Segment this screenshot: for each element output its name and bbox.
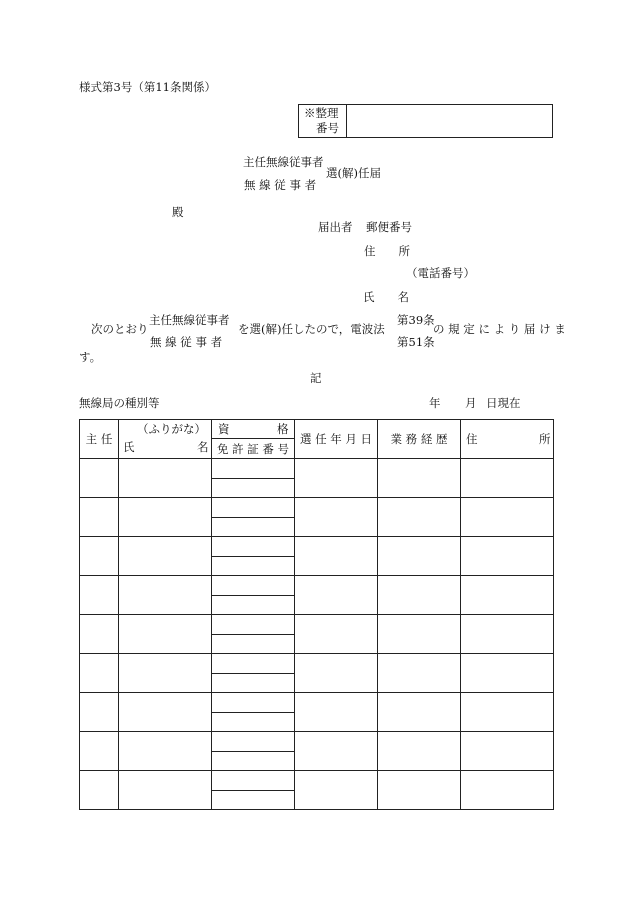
appointee-table [79, 419, 554, 810]
header-address [461, 420, 554, 459]
appointment-date-cell[interactable] [295, 732, 378, 771]
career-cell[interactable] [378, 498, 461, 537]
address-cell[interactable] [461, 498, 554, 537]
license-number-cell[interactable] [212, 556, 295, 576]
career-cell[interactable] [378, 771, 461, 810]
license-number-cell[interactable] [212, 517, 295, 537]
article-51: 第51条 [397, 335, 435, 349]
appointment-date-cell[interactable] [295, 498, 378, 537]
table-row [80, 537, 554, 557]
date-day-label: 日現在 [486, 396, 521, 410]
career-cell[interactable] [378, 693, 461, 732]
address-cell[interactable] [461, 732, 554, 771]
ki-heading: 記 [310, 371, 322, 385]
name-cell[interactable] [119, 693, 212, 732]
address-cell[interactable] [461, 576, 554, 615]
qualification-cell[interactable] [212, 654, 295, 674]
name-cell[interactable] [119, 732, 212, 771]
qualification-cell[interactable] [212, 615, 295, 635]
station-type-label: 無線局の種別等 [79, 396, 160, 410]
career-cell[interactable] [378, 576, 461, 615]
reference-label-line1: ※整理 [304, 106, 339, 120]
header-addr-b: 所 [539, 432, 551, 446]
name-cell[interactable] [119, 654, 212, 693]
address-cell[interactable] [461, 771, 554, 810]
license-number-cell[interactable] [212, 595, 295, 615]
license-number-cell[interactable] [212, 673, 295, 693]
chief-cell[interactable] [80, 654, 119, 693]
date-year-label: 年 [429, 396, 441, 410]
address-cell[interactable] [461, 537, 554, 576]
header-license-number: 免 許 証 番 号 [212, 439, 295, 459]
reference-label-cell [299, 105, 347, 137]
qualification-cell[interactable] [212, 576, 295, 596]
title-line1: 主任無線従事者 [243, 155, 324, 169]
name-cell[interactable] [119, 615, 212, 654]
qualification-cell[interactable] [212, 693, 295, 713]
appointment-date-cell[interactable] [295, 537, 378, 576]
address-label: 住 所 [364, 244, 410, 258]
postal-code-label: 郵便番号 [366, 220, 412, 234]
career-cell[interactable] [378, 654, 461, 693]
applicant-label: 届出者 [318, 220, 353, 234]
appointment-date-cell[interactable] [295, 615, 378, 654]
article-39: 第39条 [397, 313, 435, 327]
table-row [80, 498, 554, 518]
title-suffix: 選(解)任届 [326, 166, 381, 180]
chief-cell[interactable] [80, 459, 119, 498]
career-cell[interactable] [378, 537, 461, 576]
qualification-cell[interactable] [212, 771, 295, 791]
career-cell[interactable] [378, 459, 461, 498]
table-row [80, 732, 554, 752]
chief-cell[interactable] [80, 498, 119, 537]
address-cell[interactable] [461, 459, 554, 498]
license-number-cell[interactable] [212, 751, 295, 771]
date-month-label: 月 [465, 396, 477, 410]
table-row [80, 654, 554, 674]
body-prefix: 次のとおり [91, 322, 149, 336]
header-career: 業 務 経 歴 [378, 420, 461, 459]
header-qualification [212, 420, 295, 439]
name-cell[interactable] [119, 576, 212, 615]
table-row [80, 693, 554, 713]
body-mid: を選(解)任したので，電波法 [238, 322, 385, 336]
appointment-date-cell[interactable] [295, 576, 378, 615]
chief-cell[interactable] [80, 732, 119, 771]
table-row [80, 615, 554, 635]
header-furigana: （ふりがな） [137, 422, 206, 436]
header-qual-b: 格 [277, 422, 289, 436]
chief-cell[interactable] [80, 537, 119, 576]
career-cell[interactable] [378, 615, 461, 654]
phone-label: （電話番号） [406, 266, 475, 280]
table-row [80, 771, 554, 791]
header-name [119, 420, 212, 459]
license-number-cell[interactable] [212, 712, 295, 732]
qualification-cell[interactable] [212, 459, 295, 479]
header-name-b: 名 [197, 440, 209, 454]
address-cell[interactable] [461, 654, 554, 693]
name-cell[interactable] [119, 537, 212, 576]
name-cell[interactable] [119, 771, 212, 810]
header-appointment-date: 選 任 年 月 日 [295, 420, 378, 459]
form-id: 様式第3号（第11条関係） [79, 80, 216, 94]
reference-number-field[interactable] [347, 105, 552, 137]
body-suffix: の 規 定 に よ り 届 け ま [433, 322, 566, 336]
chief-cell[interactable] [80, 615, 119, 654]
chief-cell[interactable] [80, 576, 119, 615]
body-continuation: す。 [79, 350, 102, 364]
chief-cell[interactable] [80, 771, 119, 810]
address-cell[interactable] [461, 693, 554, 732]
qualification-cell[interactable] [212, 498, 295, 518]
appointment-date-cell[interactable] [295, 693, 378, 732]
qualification-cell[interactable] [212, 537, 295, 557]
body-role-line2: 無 線 従 事 者 [150, 335, 223, 349]
appointment-date-cell[interactable] [295, 771, 378, 810]
license-number-cell[interactable] [212, 790, 295, 810]
qualification-cell[interactable] [212, 732, 295, 752]
reference-number-box [298, 104, 553, 138]
table-row [80, 576, 554, 596]
header-qual-a: 資 [218, 422, 230, 436]
appointment-date-cell[interactable] [295, 654, 378, 693]
title-line2: 無 線 従 事 者 [244, 178, 317, 192]
career-cell[interactable] [378, 732, 461, 771]
license-number-cell[interactable] [212, 634, 295, 654]
name-label: 氏 名 [363, 290, 409, 304]
name-cell[interactable] [119, 459, 212, 498]
body-role-line1: 主任無線従事者 [149, 313, 230, 327]
reference-label-line2: 番号 [316, 121, 339, 135]
name-cell[interactable] [119, 498, 212, 537]
header-addr-a: 住 [466, 432, 478, 446]
license-number-cell[interactable] [212, 478, 295, 498]
appointment-date-cell[interactable] [295, 459, 378, 498]
header-chief: 主 任 [80, 420, 119, 459]
table-row [80, 459, 554, 479]
header-name-a: 氏 [123, 440, 135, 454]
address-cell[interactable] [461, 615, 554, 654]
addressee-suffix: 殿 [172, 205, 184, 219]
chief-cell[interactable] [80, 693, 119, 732]
